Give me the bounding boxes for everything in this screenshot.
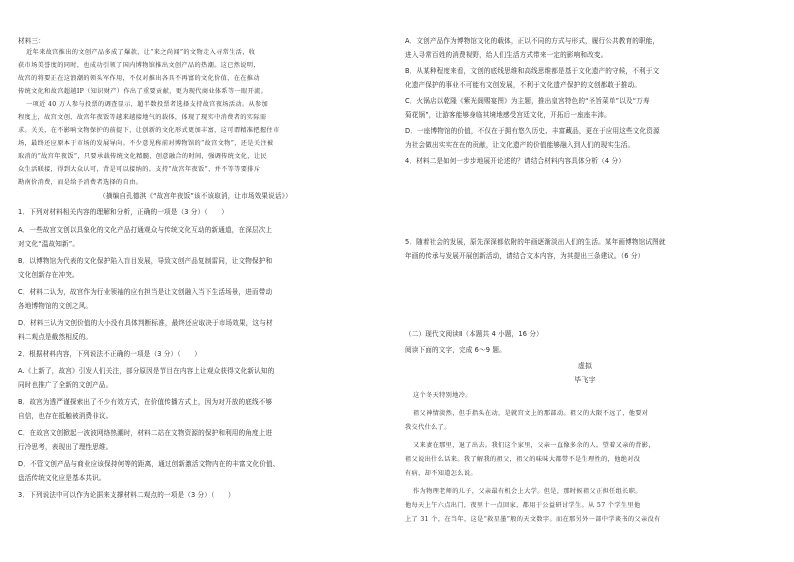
left-text-line: 3．下列说法中可以作为论据来支撑材料二观点的一项是（3 分）（ ）	[18, 491, 235, 499]
right-text-line: 他每天上午六点出门，夜里十一点回家，都用于公益研讨学生。从 57 个学生里他	[405, 502, 641, 509]
left-text-line: 自信，也存在抵触被消费非议。	[18, 412, 113, 420]
right-text-line: 菊花锅”，让游客能够身临其境地感受宫廷文化，开拓后一座座丰沛。	[405, 111, 611, 119]
left-text-line: B．以博物馆为代表的文化保护陷入盲目发展，导致文创产品复制雷同，让文物保护和	[18, 257, 273, 265]
left-text-line: 材料三：	[18, 37, 45, 45]
right-text-line: 年画的传承与发展开展创新活动，请结合文本内容，为其提出三条建议。（6 分）	[405, 252, 645, 260]
left-text-line: 2．根据材料内容，下列说法不正确的一项是（3 分）（ ）	[18, 350, 201, 358]
right-text-line: 化遗产保护的事业不可能有文创发展，不利于文化遗产保护的文创都敢于推动。	[405, 81, 642, 89]
right-text-line: 有病，却不知道怎么说。	[405, 470, 477, 477]
left-text-line: 盘活传统文化应是基本共识。	[18, 474, 106, 482]
right-text-line: 这个冬天特别地冷。	[413, 392, 472, 399]
left-text-line: （摘编自孔德淇《“故宫年夜饭”该不该取消，让市场效果说话》）	[99, 192, 292, 200]
left-text-line: 场，最终还应原本于市场的发展导向。不少意见称前对博物馆的“故宫文物”，还是关注被	[18, 140, 274, 147]
left-text-line: 众生活联接，得到大众认可，背是可以接纳的。支持“故宫年夜饭”，并不等等要排斥	[18, 166, 261, 173]
right-text-line: C．火锅店以乾隆《紫光阁赐宴图》为主题，推出皇宫特色的“圣旨菜单”以及“万寿	[405, 97, 650, 105]
right-text-line: 祖父说出什么话来。我了解我的祖父，祖父的味味大都带不是生理性的，他绝对没	[405, 456, 641, 463]
right-text-line: 上了 31 个，在当年，这是“救星墨”般的天文数字。而在那另外一部中学谈书的父亲没有	[405, 516, 661, 523]
right-text-line: 为社会做出实实在在的贡献，让文化遗产的价值能够融入到人们的现实生活。	[405, 141, 635, 149]
left-text-line: 获市场美誉度的同时，也成功引领了国内博物馆推出文创产品的热潮。这已然说明，	[18, 62, 260, 69]
right-text-line: 阅读下面的文字，完成 6～9 题。	[405, 346, 506, 354]
left-text-line: 1．下列对材料相关内容的理解和分析，正确的一项是（3 分）（ ）	[18, 208, 228, 216]
right-text-line: 又来妻在那里，退了出去。我们这个家里，父亲一直像多余的人。望着又亲的背影，	[413, 442, 655, 449]
left-text-line: 求。关关，在不影响文物保护的前提下，让创新的文化形式更加丰富，这可谓精准把握住市	[18, 127, 280, 134]
left-text-line: A.《上新了，故宫》引发人们关注，部分原因是节目在内容上让观众获得文化新认知的	[18, 367, 275, 375]
left-text-line: A．一些故宫文创以具象化的文化产品打通观众与传统文化互动的新通道，在深层次上	[18, 226, 273, 234]
right-text-line: 作为物理老师的儿子，父亲最有机会上大学。但是，那时候祖父正担任组长职。	[413, 488, 642, 495]
left-text-line: 一项近 40 万人参与投票的调查显示，超半数投票者选择支持故宫夜场活动。从参加	[26, 101, 269, 108]
right-text-line: 进入寻常百姓的消费视野，给人们生活方式带来一定的影响和改变。	[405, 51, 608, 59]
left-text-line: 对文化“温故知新”。	[18, 240, 80, 248]
right-text-line: 5．随着社会的发展，原先深深都依附的年画逐渐淡出人们的生活。某年画博物馆试图就	[405, 238, 666, 246]
left-text-line: 勘南价消费，而是给予消费者选择的自由。	[18, 179, 143, 186]
left-text-line: C．材料二认为，故宫作为行业领袖的应有担当是让文创融入当下生活场景，进而带动	[18, 288, 273, 296]
right-text-line: 毕飞宇	[574, 376, 596, 384]
left-text-line: C．在故宫文创掀起一波波网络热潮时，材料二站在文物资源的保护和利用的角度上进	[18, 429, 273, 437]
left-text-line: 各地博物馆的文创之风。	[18, 302, 93, 310]
left-text-line: 料二观点是截然相反的。	[18, 333, 93, 341]
right-text-line: 祖父神情淡然，但手指头在动，是就宫文上的那部动。祖父的大限不远了，他要对	[413, 410, 649, 417]
left-text-line: 行冷思考，表现出了理性思维。	[18, 443, 113, 451]
right-text-line: D．一座博物馆的价值，不仅在于拥有悠久历史、丰富藏品，更在于应用这些文化资源	[405, 127, 660, 135]
left-text-line: B．故宫为透严谨探索出了不少有效方式，在价值传播方式上，因为对开放的底线不够	[18, 398, 273, 406]
left-text-line: 同时也推广了全新的文创产品。	[18, 381, 113, 389]
left-text-line: 故宫的将要正在这浪潮的领头军作用，不仅对推出各具不再富的文化价值，在在推动	[18, 75, 260, 82]
right-text-line: B．从某种程度来看，文创的底线思维和高线思维都是基于文化遗产的守候，不利于文	[405, 67, 660, 75]
right-text-line: A．文创产品作为博物馆文化的载体，正以不同的方式与形式，履行公共教育的职能，	[405, 37, 660, 45]
right-text-line: 虚拟	[577, 362, 593, 370]
left-text-line: D．材料三认为文创价值的大小没有具体判断标准，最终还应取决于市场效果，这与材	[18, 319, 273, 327]
left-text-line: 近年来故宫推出的文创产品多成了爆款，让“来之尚闻”的文物走入寻常生活，收	[26, 49, 256, 56]
left-text-line: 传统文化和故宫超越IP（知识财产）作出了重要贡献，更为现代商业体系等一眼开流。	[18, 88, 268, 95]
right-text-line: 我交代什么了。	[405, 424, 451, 431]
right-text-line: 4．材料二是如何一步步地展开论述的？请结合材料内容具体分析（4 分）	[405, 157, 625, 165]
left-text-line: 程度上，故宫文创、故宫年夜饭等越来越接地气的载体，体现了现实中消费者的实际需	[18, 114, 267, 121]
right-text-line: （二）现代文阅读Ⅱ（本题共 4 小题，16 分）	[405, 330, 543, 338]
left-text-line: 文化创新存在冲突。	[18, 271, 79, 279]
left-text-line: 取消的“故宫年夜饭”，只要承载传统文化精髓、创意融合的时间，强调传统文化，让民	[18, 153, 267, 160]
left-text-line: D．不管文创产品与商业应该保持何等的距离，通过创新激活文物内在的丰富文化价值、	[18, 460, 280, 468]
